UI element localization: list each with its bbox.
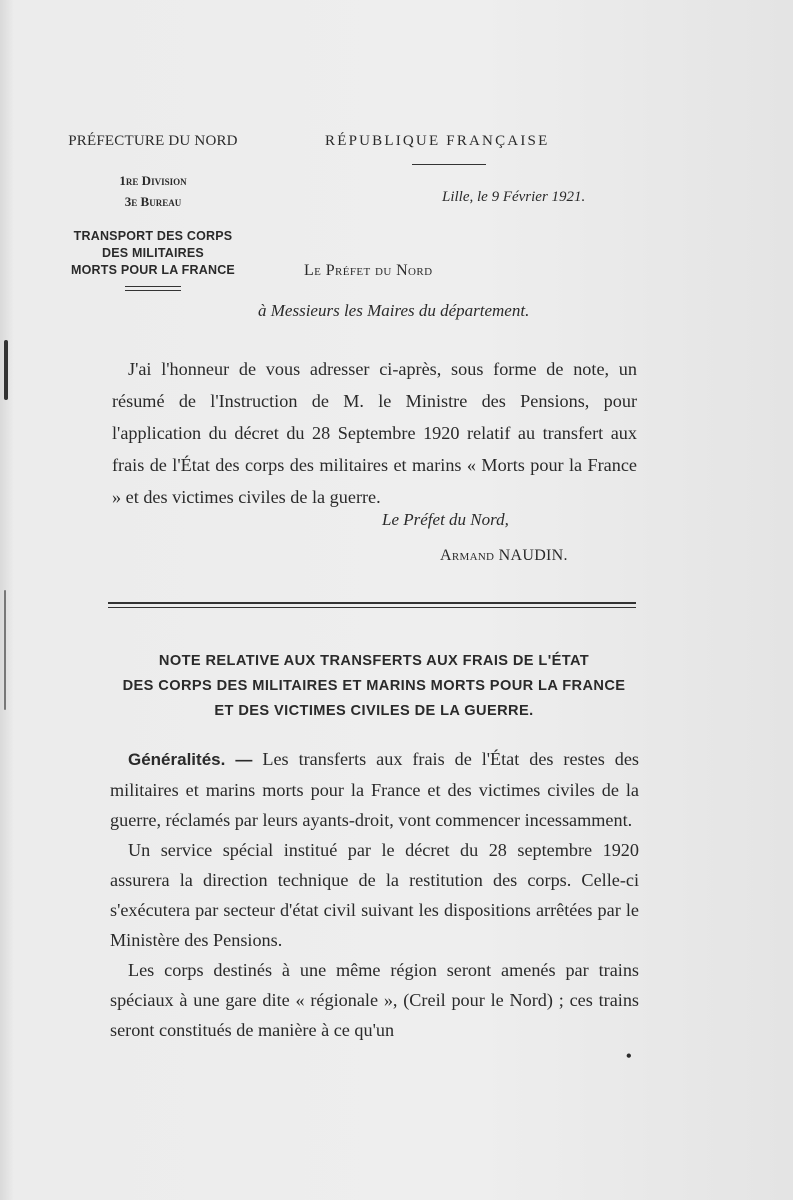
divider xyxy=(125,286,181,291)
paragraph-text: Les transferts aux frais de l'État des restes des militaires et marins morts pour la France et des victimes civiles de la guerre, réclamés par leurs ayants-droit, vont commencer incessamment. xyxy=(110,749,639,830)
signature-first-name: Armand xyxy=(440,547,495,564)
divider xyxy=(412,164,486,165)
note-title-line: NOTE RELATIVE AUX TRANSFERTS AUX FRAIS DE L'ÉTAT xyxy=(158,653,590,669)
signature-name xyxy=(440,547,568,565)
note-title-line: DES CORPS DES MILITAIRES ET MARINS MORTS POUR LA FRANCE xyxy=(122,678,626,694)
page-mark: • xyxy=(626,1048,632,1065)
note-body xyxy=(110,744,639,1045)
sender-title: Le Préfet du Nord xyxy=(304,262,433,279)
section-lead: Généralités. — xyxy=(128,750,253,769)
signature-title: Le Préfet du Nord, xyxy=(382,510,509,529)
paragraph xyxy=(110,744,639,835)
subject-line: MORTS POUR LA FRANCE xyxy=(71,263,235,277)
prefecture-header xyxy=(58,133,248,291)
paragraph: Un service spécial institué par le décret du 28 septembre 1920 assurera la direction technique de la restitution des corps. Celle-ci s'exécutera par secteur d'état civil suivant les dispositions arrêtées par le Ministère des Pensions. xyxy=(110,840,639,950)
prefecture-name: PRÉFECTURE DU NORD xyxy=(68,133,238,149)
division-label: 1re Division xyxy=(119,173,187,188)
binding-mark xyxy=(4,590,6,710)
subject-line: TRANSPORT DES CORPS xyxy=(73,229,233,243)
signature-last-name: NAUDIN. xyxy=(498,547,568,564)
binding-mark xyxy=(4,340,8,400)
addressee: à Messieurs les Maires du département. xyxy=(258,301,530,320)
subject-line: DES MILITAIRES xyxy=(102,246,204,260)
subject-block xyxy=(58,228,248,279)
republic-heading: RÉPUBLIQUE FRANÇAISE xyxy=(325,133,550,149)
letter-date: Lille, le 9 Février 1921. xyxy=(442,189,586,205)
bureau-label: 3e Bureau xyxy=(124,194,182,209)
section-divider xyxy=(108,602,636,608)
paragraph: Les corps destinés à une même région seront amenés par trains spéciaux à une gare dite « régionale », (Creil pour le Nord) ; ces trains seront constitués de manière à ce qu'un xyxy=(110,960,639,1040)
note-title-line: ET DES VICTIMES CIVILES DE LA GUERRE. xyxy=(214,703,534,719)
letter-body: J'ai l'honneur de vous adresser ci-après, sous forme de note, un résumé de l'Instruction de M. le Ministre des Pensions, pour l'application du décret du 28 Septembre 1920 relatif au transfert aux frais de l'État des corps des militaires et marins « Morts pour la France » et des victimes civiles de la guerre. xyxy=(112,359,637,507)
note-title xyxy=(110,649,638,724)
